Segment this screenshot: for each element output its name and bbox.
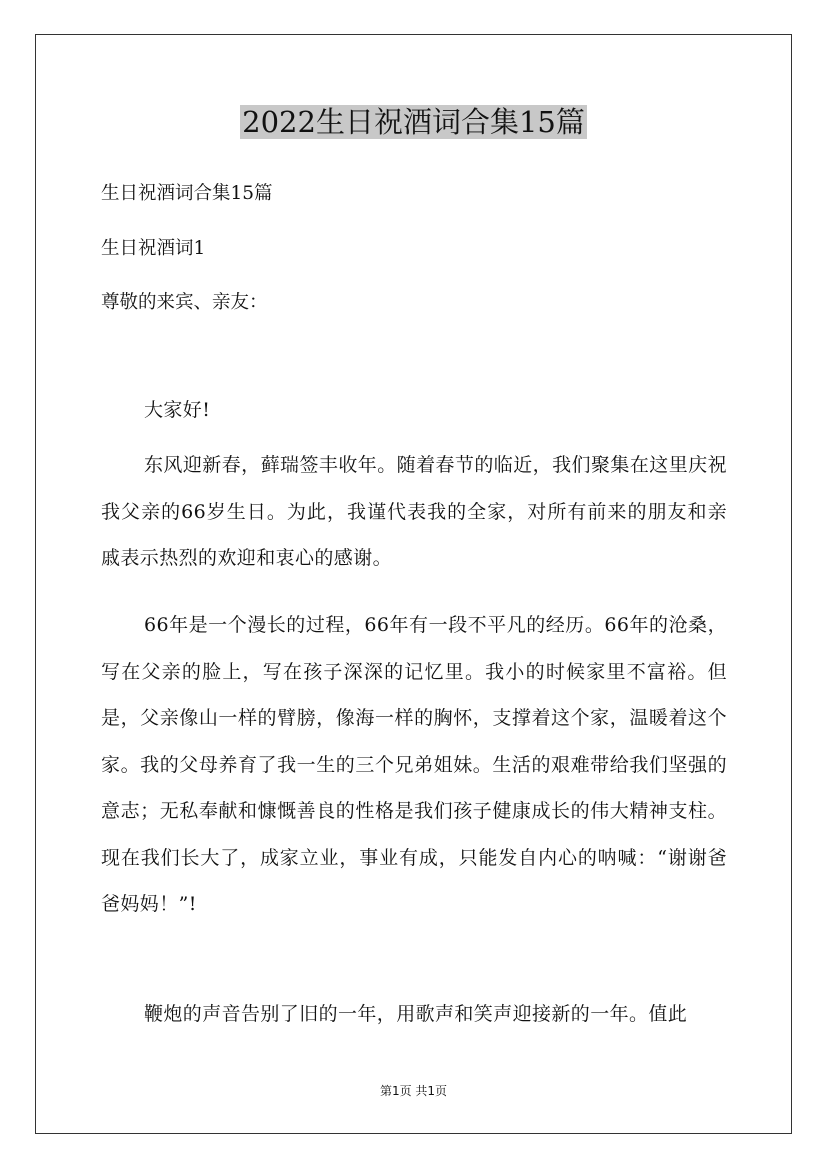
paragraph-3: 鞭炮的声音告别了旧的一年，用歌声和笑声迎接新的一年。值此 — [144, 1003, 688, 1025]
document-title-text: 2022生日祝酒词合集15篇 — [242, 105, 585, 139]
page-footer: 第1页 共1页 — [379, 1084, 448, 1098]
paragraph-1: 东风迎新春，藓瑞签丰收年。随着春节的临近，我们聚集在这里庆祝我父亲的66岁生日。为此，我谨代表我的全家，对所有前来的朋友和亲戚表示热烈的欢迎和衷心的感谢。 — [101, 454, 727, 569]
paragraph-2: 66年是一个漫长的过程，66年有一段不平凡的经历。66年的沧桑，写在父亲的脸上，写在孩子深深的记忆里。我小的时候家里不富裕。但是，父亲像山一样的臂膀，像海一样的胸怀，支撑着这个家，温暖着这个家。我的父母养育了我一生的三个兄弟姐妹。生活的艰难带给我们坚强的意志；无私奉献和慷慨善良的性格是我们孩子健康成长的伟大精神支柱。现在我们长大了，成家立业，事业有成，只能发自内心的呐喊：“谢谢爸爸妈妈！”! — [101, 614, 727, 915]
paragraph-greeting: 大家好! — [144, 399, 211, 421]
document-title — [0, 100, 827, 144]
section-heading: 生日祝酒词1 — [101, 238, 206, 259]
document-subtitle: 生日祝酒词合集15篇 — [101, 183, 273, 204]
salutation: 尊敬的来宾、亲友： — [101, 292, 268, 313]
